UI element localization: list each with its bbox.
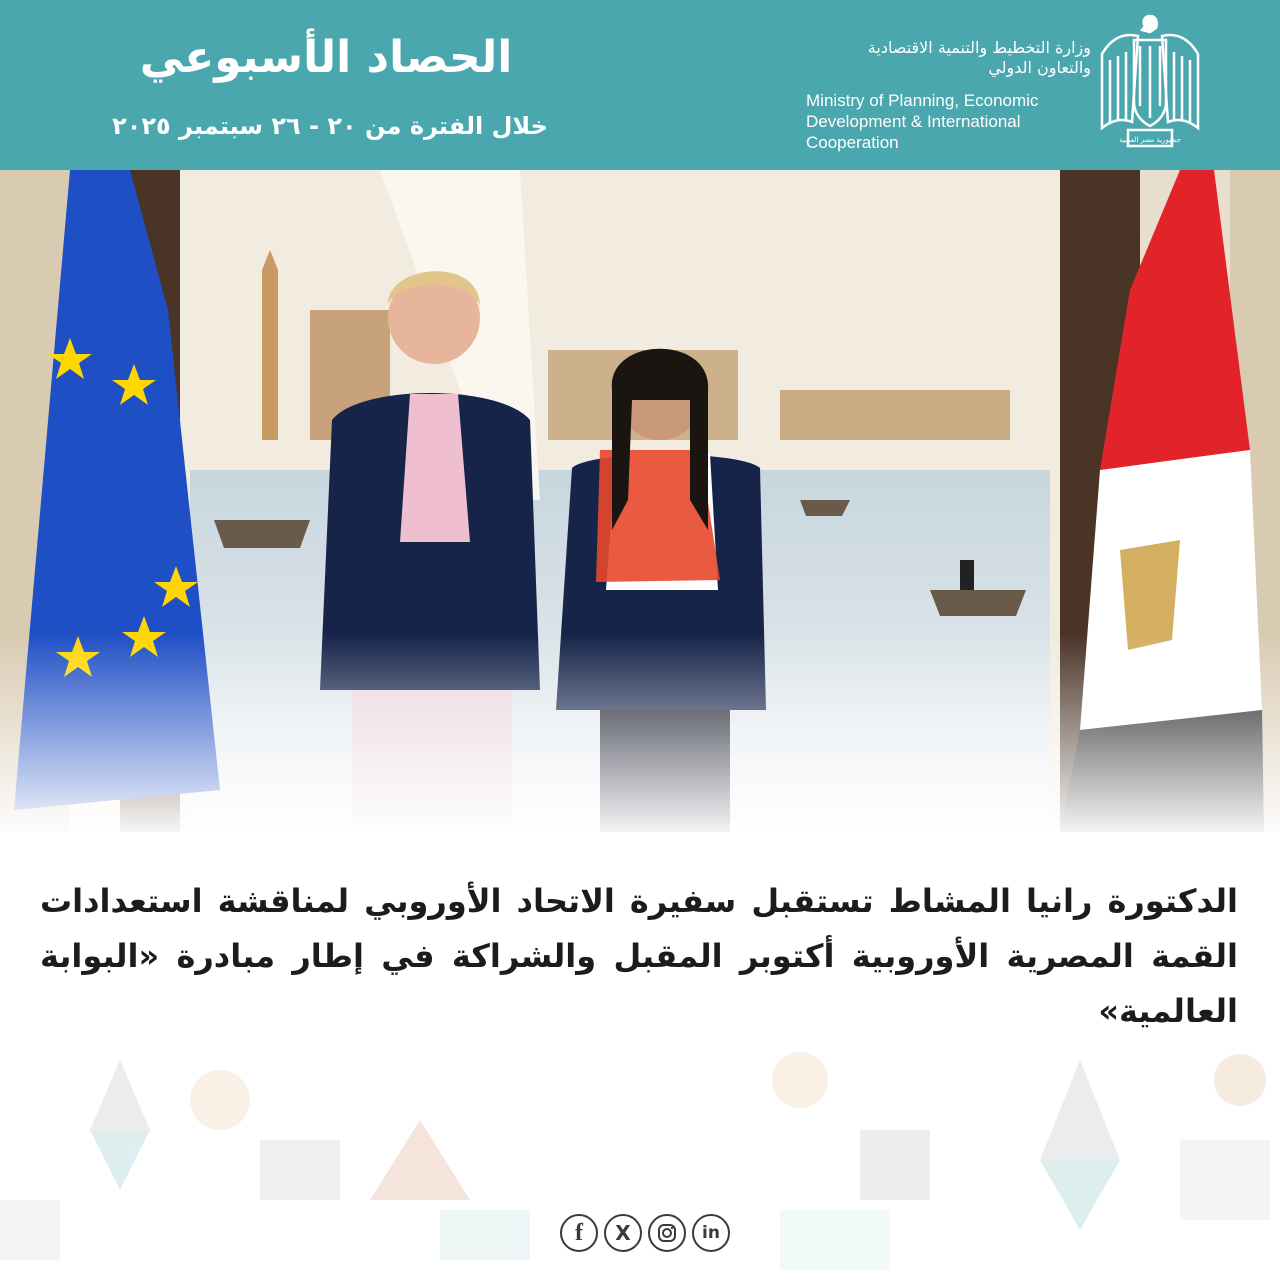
ministry-name-ar-line1: وزارة التخطيط والتنمية الاقتصادية [867, 38, 1091, 57]
emblem-caption: جمهورية مصر العربية [1119, 136, 1181, 144]
news-headline: الدكتورة رانيا المشاط تستقبل سفيرة الاتحاد الأوروبي لمناقشة استعدادات القمة المصرية الأوروبية أكتوبر المقبل والشراكة في إطار مبادرة «البوابة العالمية» [40, 882, 1238, 1030]
ministry-name [806, 38, 1091, 153]
instagram-icon[interactable] [648, 1214, 686, 1252]
ministry-name-ar-line2: والتعاون الدولي [988, 58, 1091, 77]
ministry-name-en-line2: Development & International [806, 112, 1021, 131]
social-links [560, 1214, 736, 1256]
ministry-name-en-line1: Ministry of Planning, Economic [806, 91, 1039, 110]
meeting-photo [0, 170, 1280, 832]
header-banner [0, 0, 1280, 170]
ministry-name-en-line3: Cooperation [806, 133, 899, 152]
page-title: الحصاد الأسبوعي [139, 32, 513, 83]
x-icon[interactable]: X [604, 1214, 642, 1252]
linkedin-icon[interactable]: in [692, 1214, 730, 1252]
facebook-icon[interactable]: f [560, 1214, 598, 1252]
instagram-glyph [657, 1223, 677, 1243]
date-range: خلال الفترة من ٢٠ - ٢٦ سبتمبر ٢٠٢٥ [112, 112, 548, 140]
eagle-emblem-icon [1098, 10, 1202, 158]
